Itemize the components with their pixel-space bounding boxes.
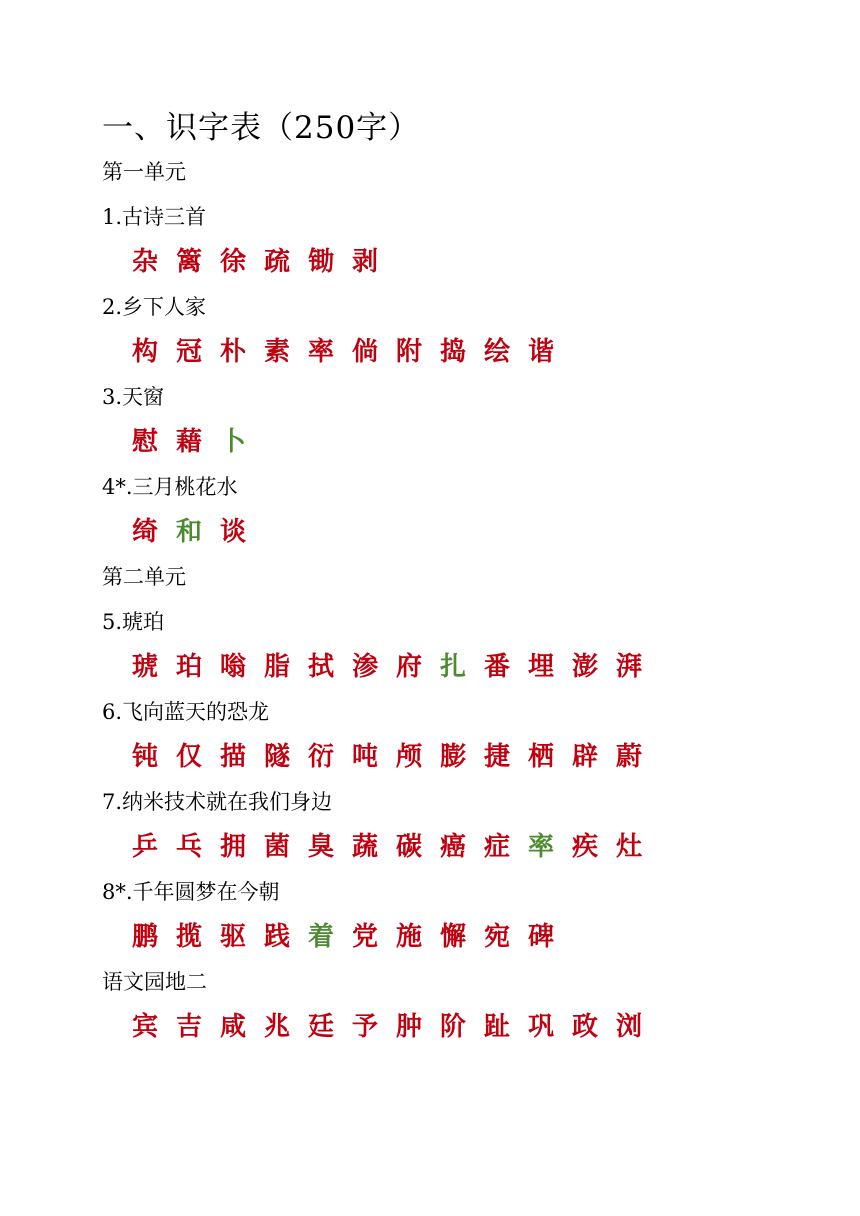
character: 臭 [308, 832, 335, 862]
character: 卜 [220, 427, 247, 457]
character: 朴 [220, 337, 247, 367]
character: 症 [484, 832, 511, 862]
character: 捷 [484, 742, 511, 772]
character: 鹏 [132, 922, 159, 952]
character: 灶 [616, 832, 643, 862]
section-heading: 2.乡下人家 [102, 295, 207, 319]
character-row [132, 510, 822, 555]
character-row [132, 240, 822, 285]
character: 湃 [616, 652, 643, 682]
section-list [102, 150, 822, 1050]
section-heading: 4*.三月桃花水 [102, 475, 238, 499]
character: 隧 [264, 742, 291, 772]
character: 杂 [132, 247, 159, 277]
character: 乒 [132, 832, 159, 862]
character: 党 [352, 922, 379, 952]
character: 徐 [220, 247, 247, 277]
character: 倘 [352, 337, 379, 367]
character-row [132, 915, 822, 960]
section-heading: 第二单元 [102, 565, 186, 589]
character: 吨 [352, 742, 379, 772]
character: 率 [528, 832, 555, 862]
character: 施 [396, 922, 423, 952]
character: 衍 [308, 742, 335, 772]
character: 番 [484, 652, 511, 682]
character: 和 [176, 517, 203, 547]
character: 篱 [176, 247, 203, 277]
section-heading: 8*.千年圆梦在今朝 [102, 880, 280, 904]
character: 率 [308, 337, 335, 367]
section-heading: 6.飞向蓝天的恐龙 [102, 700, 270, 724]
character: 疾 [572, 832, 599, 862]
character: 宾 [132, 1012, 159, 1042]
character: 慰 [132, 427, 159, 457]
character: 蔬 [352, 832, 379, 862]
character: 拭 [308, 652, 335, 682]
character-row [132, 735, 822, 780]
character: 绘 [484, 337, 511, 367]
character: 宛 [484, 922, 511, 952]
character: 谐 [528, 337, 555, 367]
character-row [132, 1005, 822, 1050]
section-heading: 3.天窗 [102, 385, 165, 409]
character: 予 [352, 1012, 379, 1042]
character: 谈 [220, 517, 247, 547]
character-row [132, 645, 822, 690]
character: 仅 [176, 742, 203, 772]
page-title: 一、识字表（250字） [102, 110, 421, 146]
character: 琥 [132, 652, 159, 682]
section-heading: 第一单元 [102, 160, 186, 184]
character: 菌 [264, 832, 291, 862]
section-heading: 7.纳米技术就在我们身边 [102, 790, 333, 814]
character: 着 [308, 922, 335, 952]
character: 嗡 [220, 652, 247, 682]
character: 埋 [528, 652, 555, 682]
character: 兆 [264, 1012, 291, 1042]
character: 蔚 [616, 742, 643, 772]
section-heading: 语文园地二 [102, 970, 207, 994]
character: 肿 [396, 1012, 423, 1042]
character: 政 [572, 1012, 599, 1042]
character: 癌 [440, 832, 467, 862]
character: 拥 [220, 832, 247, 862]
character: 膨 [440, 742, 467, 772]
character: 脂 [264, 652, 291, 682]
character: 冠 [176, 337, 203, 367]
character: 揽 [176, 922, 203, 952]
character: 咸 [220, 1012, 247, 1042]
character: 趾 [484, 1012, 511, 1042]
character: 驱 [220, 922, 247, 952]
character: 钝 [132, 742, 159, 772]
section-heading: 5.琥珀 [102, 610, 165, 634]
character: 附 [396, 337, 423, 367]
character: 乓 [176, 832, 203, 862]
character: 藉 [176, 427, 203, 457]
character: 素 [264, 337, 291, 367]
character: 渗 [352, 652, 379, 682]
character-row [132, 420, 822, 465]
character: 扎 [440, 652, 467, 682]
character: 碑 [528, 922, 555, 952]
character: 颅 [396, 742, 423, 772]
character-row [132, 825, 822, 870]
character: 锄 [308, 247, 335, 277]
character: 碳 [396, 832, 423, 862]
character: 珀 [176, 652, 203, 682]
character: 府 [396, 652, 423, 682]
character: 廷 [308, 1012, 335, 1042]
character: 澎 [572, 652, 599, 682]
section-heading: 1.古诗三首 [102, 205, 207, 229]
character: 懈 [440, 922, 467, 952]
character: 吉 [176, 1012, 203, 1042]
character: 践 [264, 922, 291, 952]
character: 阶 [440, 1012, 467, 1042]
document [102, 108, 822, 1050]
character-row [132, 330, 822, 375]
character: 绮 [132, 517, 159, 547]
character: 构 [132, 337, 159, 367]
character: 剥 [352, 247, 379, 277]
character: 疏 [264, 247, 291, 277]
character: 辟 [572, 742, 599, 772]
character: 栖 [528, 742, 555, 772]
character: 浏 [616, 1012, 643, 1042]
character: 描 [220, 742, 247, 772]
character: 巩 [528, 1012, 555, 1042]
character: 捣 [440, 337, 467, 367]
